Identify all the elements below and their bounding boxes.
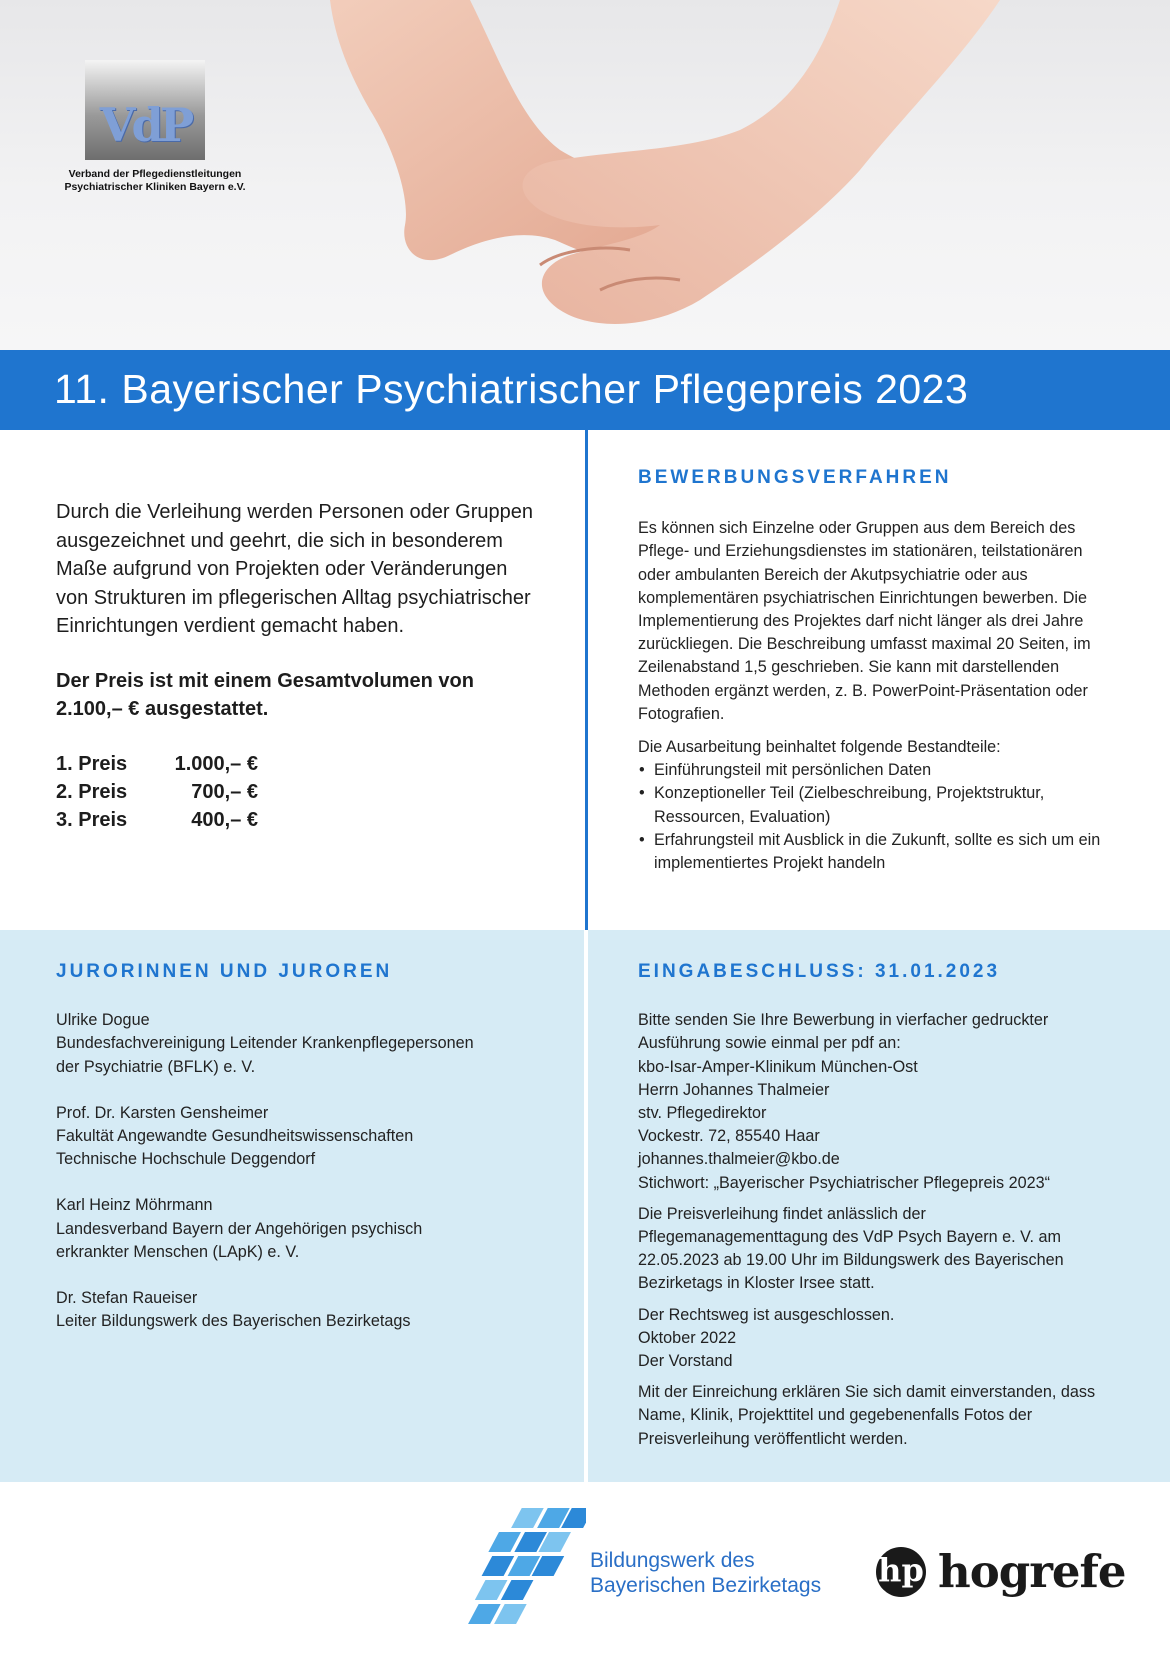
prize-rank: 1. Preis xyxy=(56,752,128,775)
vdp-subtitle-line2: Psychiatrischer Kliniken Bayern e.V. xyxy=(64,181,246,193)
hogrefe-emblem-letters: hp xyxy=(878,1550,924,1589)
list-item: • Einführungsteil mit persönlichen Daten xyxy=(638,759,1108,782)
vdp-logo-mark xyxy=(85,60,205,160)
address-line: Vockestr. 72, 85540 Haar xyxy=(638,1127,820,1146)
hero-photo xyxy=(0,0,1170,350)
page-title: 11. Bayerischer Psychiatrischer Pflegepreis 2023 xyxy=(54,366,969,412)
list-item: • Konzeptioneller Teil (Zielbeschreibung, Projektstruktur, Ressourcen, Evaluation) xyxy=(638,782,1108,828)
vdp-subtitle-line1: Verband der Pflegedienstleitungen xyxy=(68,168,242,180)
closing-line: Oktober 2022 xyxy=(638,1328,737,1347)
bewerbung-heading: BEWERBUNGSVERFAHREN xyxy=(638,467,952,488)
column-divider xyxy=(585,430,588,930)
address-line: stv. Pflegedirektor xyxy=(638,1104,767,1123)
list-item: • Erfahrungsteil mit Ausblick in die Zukunft, sollte es sich um ein implementiertes Projekt handeln xyxy=(638,829,1108,875)
jury-member xyxy=(56,1287,546,1333)
jury-member-affiliation: erkrankter Menschen (LApK) e. V. xyxy=(56,1242,300,1261)
address-block xyxy=(638,1009,1118,1195)
bildungswerk-logo-text xyxy=(590,1548,821,1598)
hogrefe-emblem xyxy=(876,1547,926,1597)
jury-member xyxy=(56,1009,546,1079)
intro-paragraph: Durch die Verleihung werden Personen oder Gruppen ausgezeichnet und geehrt, die sich in besonderem Maße aufgrund von Projekten oder Veränderungen von Strukturen im pflegerischen Alltag psychiatrischer Einrichtungen verdient gemacht haben. xyxy=(56,501,533,637)
vdp-logo-letters: VdP xyxy=(99,98,191,152)
address-line: kbo-Isar-Amper-Klinikum München-Ost xyxy=(638,1057,918,1076)
email-address: johannes.thalmeier@kbo.de xyxy=(638,1150,840,1169)
hogrefe-logo xyxy=(876,1545,1126,1598)
consent-text: Mit der Einreichung erklären Sie sich damit einverstanden, dass Name, Klinik, Projekttitel und gegebenenfalls Fotos der Preisverleihung veröffentlicht werden. xyxy=(638,1383,1096,1448)
intro-section xyxy=(56,498,536,834)
jury-section xyxy=(56,960,546,1356)
prize-amount: 400,– € xyxy=(191,808,258,831)
prize-rank: 2. Preis xyxy=(56,780,128,803)
eingabe-section xyxy=(638,960,1118,1459)
jury-member-affiliation: Bundesfachvereinigung Leitender Krankenpflegepersonen xyxy=(56,1034,474,1053)
bewerbung-list xyxy=(638,759,1108,875)
eingabe-heading: EINGABESCHLUSS: 31.01.2023 xyxy=(638,961,1001,982)
prize-row xyxy=(56,750,536,778)
closing-line: Der Vorstand xyxy=(638,1352,733,1371)
jury-member xyxy=(56,1102,546,1172)
address-line: Herrn Johannes Thalmeier xyxy=(638,1080,830,1099)
left-hand xyxy=(330,0,713,268)
prize-amount: 700,– € xyxy=(191,780,258,803)
jury-member-name: Dr. Stefan Raueiser xyxy=(56,1289,198,1308)
prize-row xyxy=(56,778,536,806)
bewerbung-section xyxy=(638,466,1108,875)
vdp-logo-subtitle xyxy=(40,168,270,194)
prize-row xyxy=(56,806,536,834)
prize-rank: 3. Preis xyxy=(56,808,128,831)
bildungswerk-line1: Bildungswerk des xyxy=(590,1549,755,1572)
closing-block xyxy=(638,1304,1118,1374)
jury-heading: JURORINNEN UND JUROREN xyxy=(56,961,393,982)
right-hand xyxy=(523,0,1000,324)
jury-member-name: Prof. Dr. Karsten Gensheimer xyxy=(56,1103,269,1122)
bildungswerk-line2: Bayerischen Bezirketags xyxy=(590,1574,822,1597)
sponsor-logos xyxy=(0,1482,1170,1654)
bewerbung-list-intro: Die Ausarbeitung beinhaltet folgende Bestandteile: xyxy=(638,738,1001,757)
ceremony-text: Die Preisverleihung findet anlässlich der Pflegemanagementtagung des VdP Psych Bayern e. V. am 22.05.2023 ab 19.00 Uhr im Bildungswerk des Bayerischen Bezirketags in Kloster Irsee statt. xyxy=(638,1204,1064,1293)
jury-member-affiliation: Landesverband Bayern der Angehörigen psychisch xyxy=(56,1219,423,1238)
jury-member xyxy=(56,1194,546,1264)
prize-list xyxy=(56,750,536,834)
address-line: Ausführung sowie einmal per pdf an: xyxy=(638,1034,901,1053)
hogrefe-wordmark: hogrefe xyxy=(938,1545,1126,1598)
jury-member-affiliation: der Psychiatrie (BFLK) e. V. xyxy=(56,1057,256,1076)
bewerbung-paragraph: Es können sich Einzelne oder Gruppen aus dem Bereich des Pflege- und Erziehungsdienstes im stationären, teilstationären oder ambulanten Bereich der Akutpsychiatrie oder aus komplementären psychiatrischen Einrichtungen bewerben. Die Implementierung des Projektes darf nicht länger als drei Jahre zurückliegen. Die Beschreibung umfasst maximal 20 Seiten, im Zeilenabstand 1,5 geschrieben. Sie kann mit darstellenden Methoden ergänzt werden, z. B. PowerPoint-Präsentation oder Fotografien. xyxy=(638,519,1091,723)
address-line: Stichwort: „Bayerischer Psychiatrischer Pflegepreis 2023“ xyxy=(638,1173,1051,1192)
panel-split xyxy=(584,930,588,1482)
jury-member-affiliation: Leiter Bildungswerk des Bayerischen Bezirketags xyxy=(56,1312,411,1331)
jury-member-name: Karl Heinz Möhrmann xyxy=(56,1196,213,1215)
jury-member-name: Ulrike Dogue xyxy=(56,1011,150,1030)
jury-member-affiliation: Fakultät Angewandte Gesundheitswissenschaften xyxy=(56,1127,414,1146)
prize-amount: 1.000,– € xyxy=(174,752,258,775)
address-line: Bitte senden Sie Ihre Bewerbung in vierfacher gedruckter xyxy=(638,1011,1049,1030)
closing-line: Der Rechtsweg ist ausgeschlossen. xyxy=(638,1305,895,1324)
jury-member-affiliation: Technische Hochschule Deggendorf xyxy=(56,1150,316,1169)
title-bar xyxy=(0,350,1170,430)
prize-volume: Der Preis ist mit einem Gesamtvolumen von 2.100,– € ausgestattet. xyxy=(56,669,474,720)
bildungswerk-logo-mark xyxy=(466,1500,586,1640)
